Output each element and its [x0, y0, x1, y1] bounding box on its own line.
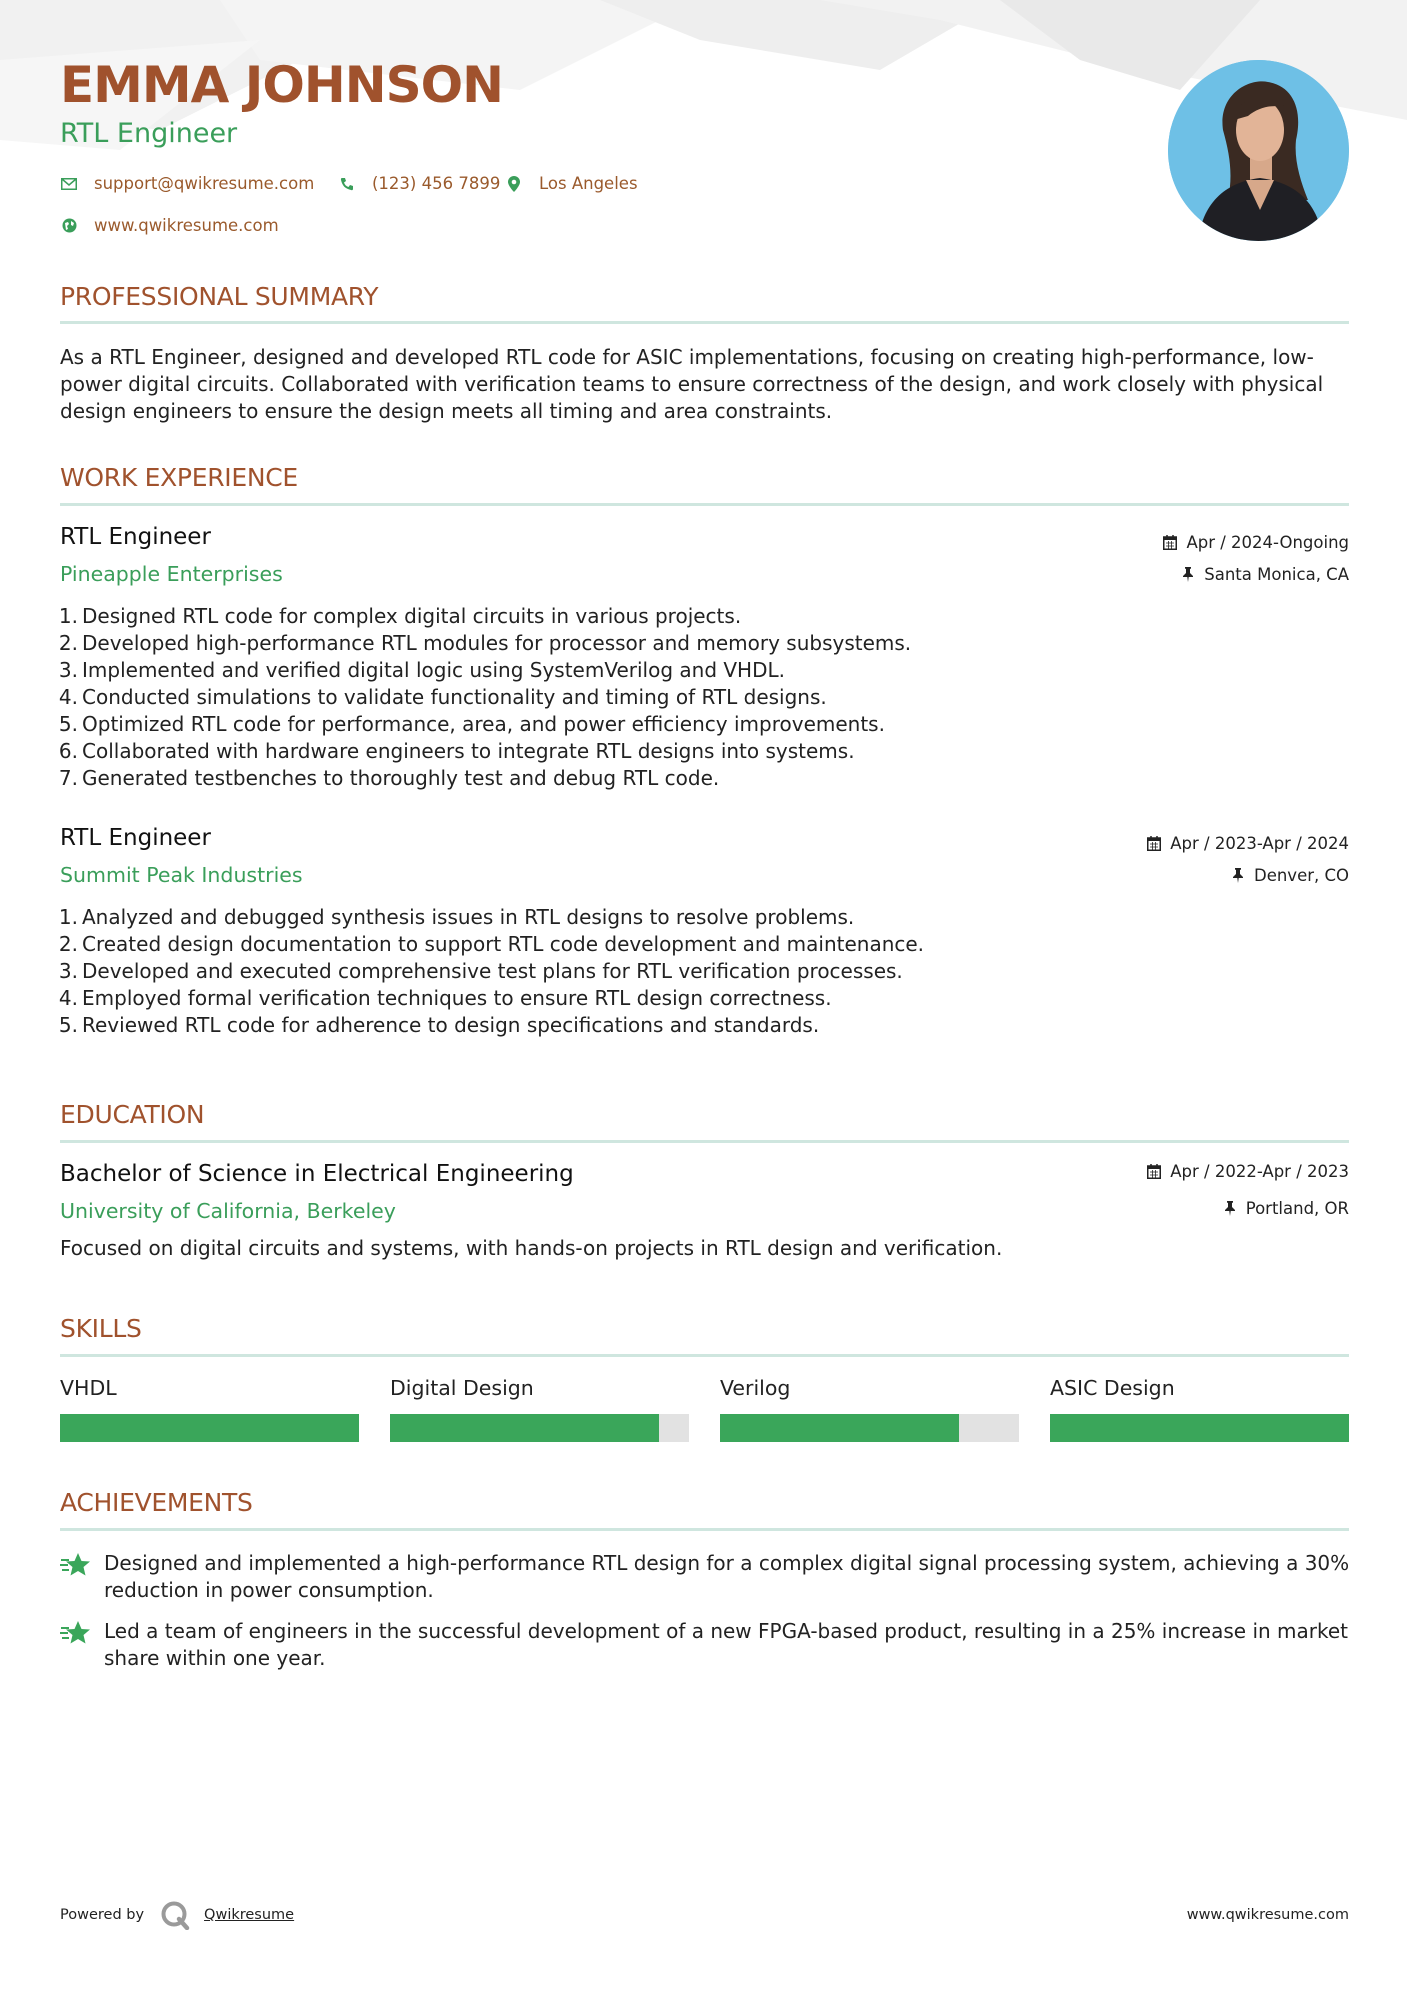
job-dates-text: Apr / 2024-Ongoing: [1186, 533, 1349, 552]
achievement-item: [60, 1550, 1350, 1604]
list-item: 2. Developed high-performance RTL modules for processor and memory subsystems.: [58, 631, 912, 655]
education-location: [1222, 1199, 1349, 1218]
list-item: 4. Employed formal verification techniques to ensure RTL design correctness.: [58, 986, 832, 1010]
star-icon: [60, 1618, 92, 1648]
list-item: 1. Analyzed and debugged synthesis issues in RTL designs to resolve problems.: [58, 905, 855, 929]
phone-icon: [338, 175, 356, 193]
job-title: RTL Engineer: [60, 524, 211, 550]
achievements-heading: ACHIEVEMENTS: [60, 1488, 253, 1517]
job-bullets: [54, 904, 1344, 1039]
job-location: [1230, 866, 1349, 885]
job-company: Pineapple Enterprises: [60, 562, 283, 586]
phone-text: (123) 456 7899: [372, 174, 501, 193]
skill-label: ASIC Design: [1050, 1376, 1175, 1400]
location-text: Los Angeles: [539, 174, 638, 193]
skill-label: Digital Design: [390, 1376, 534, 1400]
education-location-text: Portland, OR: [1245, 1199, 1349, 1218]
summary-divider: [60, 321, 1349, 324]
website-text: www.qwikresume.com: [94, 216, 279, 235]
education-divider: [60, 1140, 1349, 1143]
calendar-icon: [1146, 1164, 1162, 1180]
job-location-text: Denver, CO: [1253, 866, 1349, 885]
pushpin-icon: [1222, 1201, 1238, 1217]
person-portrait-icon: [1168, 60, 1349, 241]
experience-divider: [60, 503, 1349, 506]
education-heading: EDUCATION: [60, 1100, 205, 1129]
qwikresume-logo-icon: [160, 1900, 190, 1930]
footer-powered-by: [60, 1900, 294, 1930]
skill-bar-fill: [1050, 1414, 1349, 1442]
list-item: 5. Optimized RTL code for performance, area, and power efficiency improvements.: [58, 712, 885, 736]
pushpin-icon: [1180, 567, 1196, 583]
education-description: Focused on digital circuits and systems, with hands-on projects in RTL design and verification.: [60, 1236, 1003, 1260]
education-dates: [1146, 1162, 1349, 1181]
globe-icon: [60, 217, 78, 235]
envelope-icon: [60, 175, 78, 193]
contact-website[interactable]: [60, 216, 279, 235]
job-dates: [1162, 533, 1349, 552]
skill-bar-fill: [720, 1414, 959, 1442]
skills-divider: [60, 1354, 1349, 1357]
calendar-icon: [1146, 836, 1162, 852]
summary-text: As a RTL Engineer, designed and developed RTL code for ASIC implementations, focusing on creating high-performance, low-power digital circuits. Collaborated with verification teams to ensure correctness of the design, and work closely with physical design engineers to ensure the design meets all timing and area constraints.: [60, 345, 1324, 423]
email-text: support@qwikresume.com: [94, 174, 315, 193]
degree-title: Bachelor of Science in Electrical Engineering: [60, 1161, 574, 1187]
skill-bar: [1050, 1414, 1349, 1442]
star-icon: [60, 1550, 92, 1580]
map-marker-icon: [505, 175, 523, 193]
skill-bar: [720, 1414, 1019, 1442]
list-item: 2. Created design documentation to support RTL code development and maintenance.: [58, 932, 925, 956]
contact-email[interactable]: [60, 174, 314, 193]
achievement-text: Led a team of engineers in the successful development of a new FPGA-based product, resulting in a 25% increase in market share within one year.: [104, 1619, 1349, 1670]
candidate-name: EMMA JOHNSON: [60, 56, 503, 114]
list-item: 3. Implemented and verified digital logic using SystemVerilog and VHDL.: [58, 658, 785, 682]
achievement-item: [60, 1618, 1350, 1672]
skill-bar-fill: [60, 1414, 359, 1442]
contact-phone[interactable]: [338, 174, 500, 193]
skill-label: Verilog: [720, 1376, 791, 1400]
job-bullets: [54, 603, 1344, 792]
job-company: Summit Peak Industries: [60, 863, 303, 887]
calendar-icon: [1162, 535, 1178, 551]
profile-photo: [1168, 60, 1349, 241]
footer-website-link[interactable]: www.qwikresume.com: [1186, 1907, 1349, 1923]
list-item: 6. Collaborated with hardware engineers to integrate RTL designs into systems.: [58, 739, 855, 763]
job-dates-text: Apr / 2023-Apr / 2024: [1170, 834, 1349, 853]
experience-heading: WORK EXPERIENCE: [60, 463, 298, 492]
list-item: 1. Designed RTL code for complex digital circuits in various projects.: [58, 604, 742, 628]
skill-bar: [390, 1414, 689, 1442]
achievement-text: Designed and implemented a high-performance RTL design for a complex digital signal processing system, achieving a 30% reduction in power consumption.: [104, 1551, 1350, 1602]
pushpin-icon: [1230, 868, 1246, 884]
education-dates-text: Apr / 2022-Apr / 2023: [1170, 1162, 1349, 1181]
achievements-divider: [60, 1528, 1349, 1531]
job-title: RTL Engineer: [60, 825, 211, 851]
list-item: 7. Generated testbenches to thoroughly test and debug RTL code.: [58, 766, 720, 790]
skill-bar: [60, 1414, 359, 1442]
job-dates: [1146, 834, 1349, 853]
summary-heading: PROFESSIONAL SUMMARY: [60, 282, 379, 311]
skill-bar-fill: [390, 1414, 659, 1442]
contact-location: [505, 174, 638, 193]
school-name: University of California, Berkeley: [60, 1199, 396, 1223]
job-location-text: Santa Monica, CA: [1204, 565, 1349, 584]
list-item: 3. Developed and executed comprehensive test plans for RTL verification processes.: [58, 959, 903, 983]
list-item: 4. Conducted simulations to validate functionality and timing of RTL designs.: [58, 685, 827, 709]
list-item: 5. Reviewed RTL code for adherence to design specifications and standards.: [58, 1013, 820, 1037]
candidate-role: RTL Engineer: [60, 118, 238, 149]
qwikresume-link[interactable]: Qwikresume: [204, 1907, 295, 1923]
job-location: [1180, 565, 1349, 584]
skill-label: VHDL: [60, 1376, 117, 1400]
powered-by-label: Powered by: [60, 1907, 145, 1923]
skills-heading: SKILLS: [60, 1314, 142, 1343]
